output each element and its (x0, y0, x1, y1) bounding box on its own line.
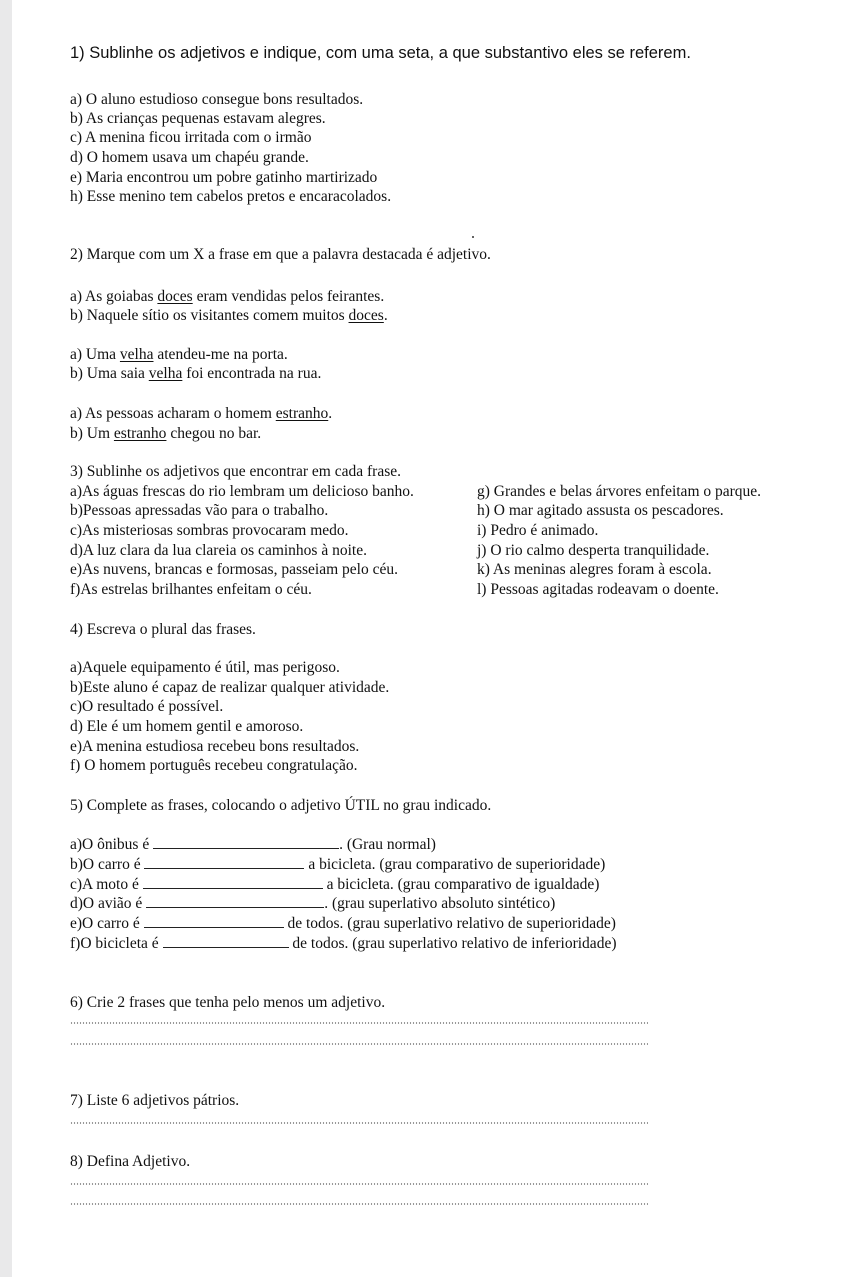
answer-blank[interactable] (143, 876, 323, 889)
answer-blank[interactable] (163, 935, 289, 948)
q5-item-f: f)O bicicleta é de todos. (grau superlativo relativo de inferioridade) (70, 935, 617, 952)
answer-blank[interactable] (146, 895, 324, 908)
q3-left-d: d)A luz clara da lua clareia os caminhos à noite. (70, 542, 367, 559)
q1-item-d: d) O homem usava um chapéu grande. (70, 149, 309, 166)
q2-group1-b: b) Naquele sítio os visitantes comem muitos doces. (70, 307, 388, 324)
q4-item-d: d) Ele é um homem gentil e amoroso. (70, 718, 304, 735)
q3-title: 3) Sublinhe os adjetivos que encontrar em cada frase. (70, 463, 401, 480)
answer-blank[interactable] (153, 836, 339, 849)
stray-mark (472, 236, 474, 238)
q3-right-j: j) O rio calmo desperta tranquilidade. (477, 542, 710, 559)
q5-item-a: a)O ônibus é . (Grau normal) (70, 836, 436, 853)
q4-item-b: b)Este aluno é capaz de realizar qualquer atividade. (70, 679, 390, 696)
highlighted-word: doces (348, 307, 384, 324)
q3-left-e: e)As nuvens, brancas e formosas, passeiam pelo céu. (70, 561, 398, 578)
q1-item-a: a) O aluno estudioso consegue bons resultados. (70, 91, 364, 108)
q4-item-e: e)A menina estudiosa recebeu bons resultados. (70, 738, 360, 755)
q4-title: 4) Escreva o plural das frases. (70, 621, 256, 638)
highlighted-word: estranho (113, 425, 167, 442)
answer-line[interactable] (70, 1022, 648, 1024)
q3-right-l: l) Pessoas agitadas rodeavam o doente. (477, 581, 719, 598)
q2-group1-a: a) As goiabas doces eram vendidas pelos feirantes. (70, 288, 385, 305)
q6-title: 6) Crie 2 frases que tenha pelo menos um adjetivo. (70, 994, 386, 1011)
q3-left-c: c)As misteriosas sombras provocaram medo. (70, 522, 349, 539)
highlighted-word: doces (157, 288, 193, 305)
q1-title: 1) Sublinhe os adjetivos e indique, com uma seta, a que substantivo eles se referem. (70, 44, 691, 62)
q8-title: 8) Defina Adjetivo. (70, 1153, 191, 1170)
answer-blank[interactable] (144, 856, 304, 869)
q3-right-h: h) O mar agitado assusta os pescadores. (477, 502, 724, 519)
q3-left-b: b)Pessoas apressadas vão para o trabalho. (70, 502, 329, 519)
q4-item-a: a)Aquele equipamento é útil, mas perigoso. (70, 659, 340, 676)
answer-line[interactable] (70, 1043, 648, 1045)
highlighted-word: velha (119, 346, 154, 363)
worksheet-page (12, 0, 845, 1277)
q7-title: 7) Liste 6 adjetivos pátrios. (70, 1092, 240, 1109)
q2-group2-b: b) Uma saia velha foi encontrada na rua. (70, 365, 322, 382)
q2-group3-a: a) As pessoas acharam o homem estranho. (70, 405, 333, 422)
q3-right-i: i) Pedro é animado. (477, 522, 599, 539)
q3-left-a: a)As águas frescas do rio lembram um delicioso banho. (70, 483, 414, 500)
q4-item-f: f) O homem português recebeu congratulação. (70, 757, 358, 774)
q1-item-c: c) A menina ficou irritada com o irmão (70, 129, 312, 146)
q5-item-b: b)O carro é a bicicleta. (grau comparativo de superioridade) (70, 856, 606, 873)
q5-item-e: e)O carro é de todos. (grau superlativo relativo de superioridade) (70, 915, 616, 932)
q5-title: 5) Complete as frases, colocando o adjetivo ÚTIL no grau indicado. (70, 797, 492, 814)
q3-left-f: f)As estrelas brilhantes enfeitam o céu. (70, 581, 312, 598)
q1-item-e: e) Maria encontrou um pobre gatinho martirizado (70, 169, 378, 186)
q4-item-c: c)O resultado é possível. (70, 698, 224, 715)
q2-group3-b: b) Um estranho chegou no bar. (70, 425, 262, 442)
answer-blank[interactable] (144, 915, 284, 928)
answer-line[interactable] (70, 1122, 648, 1124)
q1-item-b: b) As crianças pequenas estavam alegres. (70, 110, 326, 127)
q3-right-g: g) Grandes e belas árvores enfeitam o parque. (477, 483, 762, 500)
q3-right-k: k) As meninas alegres foram à escola. (477, 561, 712, 578)
q2-title: 2) Marque com um X a frase em que a palavra destacada é adjetivo. (70, 246, 491, 263)
q2-group2-a: a) Uma velha atendeu-me na porta. (70, 346, 288, 363)
q1-item-h: h) Esse menino tem cabelos pretos e encaracolados. (70, 188, 392, 205)
q5-item-d: d)O avião é . (grau superlativo absoluto sintético) (70, 895, 556, 912)
answer-line[interactable] (70, 1203, 648, 1205)
answer-line[interactable] (70, 1183, 648, 1185)
highlighted-word: estranho (275, 405, 329, 422)
q5-item-c: c)A moto é a bicicleta. (grau comparativo de igualdade) (70, 876, 600, 893)
highlighted-word: velha (148, 365, 183, 382)
